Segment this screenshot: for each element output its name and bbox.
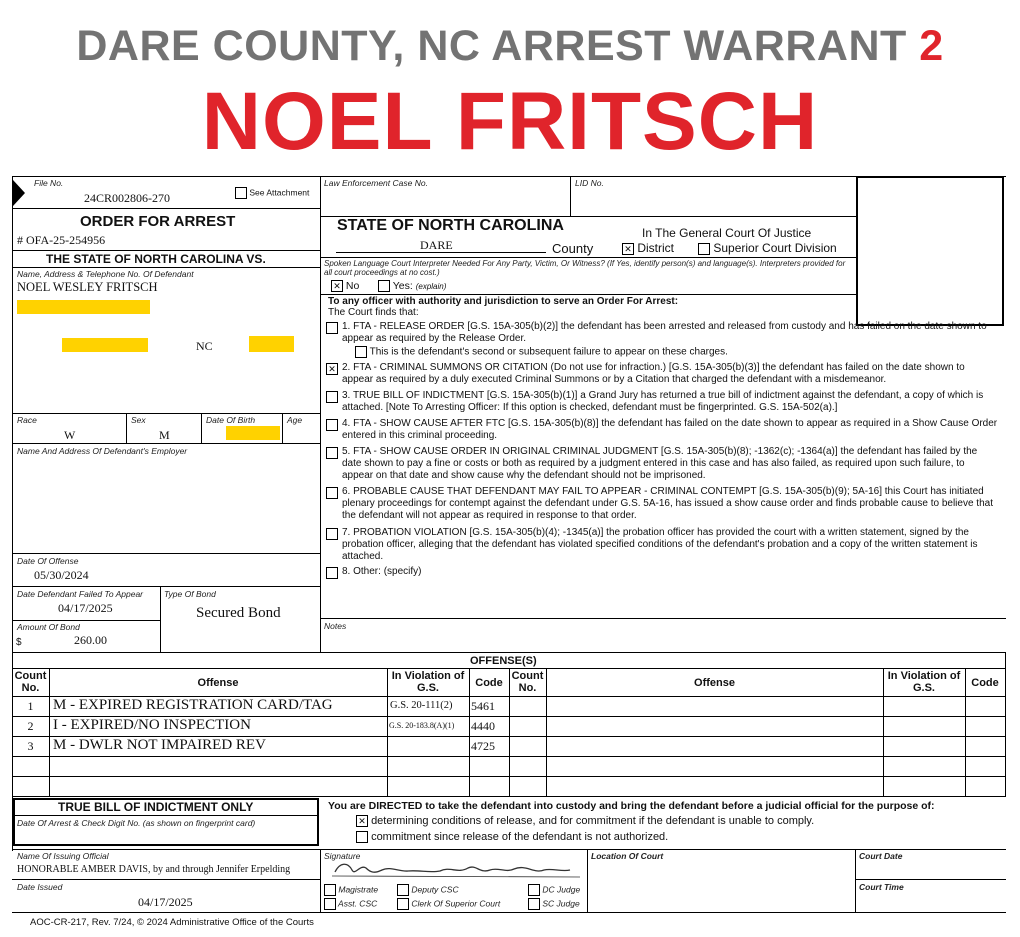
issuing-label: Name Of Issuing Official (17, 851, 109, 861)
finding-1: 1. FTA - RELEASE ORDER [G.S. 15A-305(b)(2)] the defendant has been arrested and released from custody and has failed on the date shown to appear as required by the Release Order. (326, 321, 998, 345)
date-issued-label: Date Issued (17, 882, 63, 892)
issuing-name: HONORABLE AMBER DAVIS, by and through Jennifer Erpelding (17, 864, 291, 875)
count-header-right: Count No. (511, 670, 544, 694)
state-title: STATE OF NORTH CAROLINA (337, 217, 564, 234)
see-attachment[interactable]: See Attachment (235, 187, 309, 199)
le-case-label: Law Enforcement Case No. (324, 178, 428, 188)
deputy-csc-checkbox[interactable] (397, 884, 409, 896)
interpreter-no-checkbox[interactable]: ✕ (331, 280, 343, 292)
row-3-count: 3 (27, 739, 34, 753)
row-2-gs: G.S. 20-183.8(A)(1) (389, 721, 455, 730)
sex-label: Sex (131, 415, 146, 425)
finding-4-checkbox[interactable] (326, 419, 338, 431)
signature-image (330, 858, 585, 880)
county-label: County (552, 241, 594, 256)
row-2-count: 2 (27, 719, 34, 733)
offense-header-left: Offense (197, 677, 239, 689)
purpose-1-checkbox[interactable]: ✕ (356, 815, 368, 827)
state-abbr: NC (196, 339, 213, 353)
redacted-zip (249, 336, 294, 352)
dob-label: Date Of Birth (206, 415, 256, 425)
redacted-address (17, 300, 150, 314)
file-no: 24CR002806-270 (84, 191, 171, 205)
row-1-code: 5461 (471, 699, 495, 713)
row-3-offense: M - DWLR NOT IMPAIRED REV (53, 737, 266, 753)
finding-6-checkbox[interactable] (326, 487, 338, 499)
finding-3: 3. TRUE BILL OF INDICTMENT [G.S. 15A-305(b)(1)] a Grand Jury has returned a true bill of indictment against the defendant, a copy of which is attached. [Note To Arresting Officer: If this option is checked, defendant must be fingerprinted. G.S. 15A-502(a).] (326, 390, 998, 414)
court-time-label: Court Time (859, 882, 904, 892)
redacted-dob (226, 426, 280, 440)
code-header-left: Code (475, 677, 503, 689)
lid-label: LID No. (575, 178, 604, 188)
form-footer: AOC-CR-217, Rev. 7/24, © 2024 Administrative Office of the Courts (30, 917, 314, 928)
warrant-title: DARE COUNTY, NC ARREST WARRANT 2 (76, 22, 944, 70)
purpose-2-checkbox[interactable] (356, 831, 368, 843)
age-label: Age (287, 415, 303, 425)
purpose-2: commitment since release of the defendant is not authorized. (356, 831, 668, 843)
bond-type: Secured Bond (196, 605, 281, 621)
sc-judge-checkbox[interactable] (528, 898, 540, 910)
true-bill-title: TRUE BILL OF INDICTMENT ONLY (58, 800, 254, 814)
finding-4: 4. FTA - SHOW CAUSE AFTER FTC [G.S. 15A-305(b)(8)] the defendant has failed on the date shown to appear as required in a Show Cause Order entered in this criminal proceeding. (326, 418, 998, 442)
arrest-date-label: Date Of Arrest & Check Digit No. (as shown on fingerprint card) (17, 818, 256, 828)
defendant-name-label: Name, Address & Telephone No. Of Defendant (17, 269, 194, 279)
interpreter-no[interactable]: ✕ No (331, 280, 359, 292)
directed-text: You are DIRECTED to take the defendant into custody and bring the defendant before a judicial official for the purpose of: (328, 800, 935, 812)
interpreter-yes[interactable]: Yes: (explain) (378, 280, 446, 292)
redacted-city (62, 338, 148, 352)
county-value: DARE (420, 238, 453, 252)
bond-amount: 260.00 (74, 633, 107, 647)
to-officer: To any officer with authority and jurisdiction to serve an Order For Arrest: (328, 296, 679, 307)
code-header-right: Code (971, 677, 999, 689)
defendant-headline: NOEL FRITSCH (201, 76, 819, 167)
clerk-superior-checkbox[interactable] (397, 898, 409, 910)
deputy-csc-option[interactable]: Deputy CSC (397, 884, 459, 896)
violation-header-right: In Violation of G.S. (887, 670, 961, 694)
row-2-code: 4440 (471, 719, 495, 733)
district-option[interactable]: ✕ District (622, 241, 674, 255)
magistrate-option[interactable]: Magistrate (324, 884, 378, 896)
violation-header-left: In Violation of G.S. (391, 670, 465, 694)
employer-label: Name And Address Of Defendant's Employer (17, 446, 188, 456)
location-label: Location Of Court (591, 851, 664, 861)
row-1-count: 1 (27, 699, 34, 713)
sex: M (159, 428, 170, 442)
finding-5-checkbox[interactable] (326, 447, 338, 459)
offenses-title: OFFENSE(S) (470, 655, 537, 667)
asst-csc-option[interactable]: Asst. CSC (324, 898, 377, 910)
offense-header-right: Offense (694, 677, 735, 689)
photo-box (856, 176, 1004, 326)
corner-marker (13, 180, 25, 206)
see-attachment-checkbox[interactable] (235, 187, 247, 199)
interpreter-question: Spoken Language Court Interpreter Needed For Any Party, Victim, Or Witness? (If Yes, identify person(s) and language(s). Interpreters provided for all court proceedings at no cost.) (324, 259, 846, 277)
race-label: Race (17, 415, 37, 425)
second-failure-checkbox[interactable] (355, 346, 367, 358)
ofa-number: # OFA-25-254956 (17, 233, 106, 247)
bond-amount-label: Amount Of Bond (17, 622, 80, 632)
offense-date: 05/30/2024 (34, 568, 89, 582)
sc-judge-option[interactable]: SC Judge (528, 898, 580, 910)
finding-1-checkbox[interactable] (326, 322, 338, 334)
defendant-name: NOEL WESLEY FRITSCH (17, 280, 158, 294)
second-failure: This is the defendant's second or subsequent failure to appear on these charges. (355, 346, 728, 359)
finding-7-checkbox[interactable] (326, 528, 338, 540)
magistrate-checkbox[interactable] (324, 884, 336, 896)
file-no-label: File No. (34, 178, 64, 188)
failed-date: 04/17/2025 (58, 601, 113, 615)
offense-date-label: Date Of Offense (17, 556, 79, 566)
asst-csc-checkbox[interactable] (324, 898, 336, 910)
notes-label: Notes (324, 621, 347, 631)
district-checkbox[interactable]: ✕ (622, 243, 634, 255)
dollar-sign: $ (16, 637, 22, 648)
bond-type-label: Type Of Bond (164, 589, 216, 599)
signature-label: Signature (324, 851, 361, 861)
race: W (64, 428, 76, 442)
row-1-offense: M - EXPIRED REGISTRATION CARD/TAG (53, 697, 333, 713)
court-date-label: Court Date (859, 851, 903, 861)
clerk-superior-option[interactable]: Clerk Of Superior Court (397, 898, 500, 910)
row-3-code: 4725 (471, 739, 495, 753)
order-title: ORDER FOR ARREST (80, 213, 236, 230)
purpose-1: ✕ determining conditions of release, and for commitment if the defendant is unable to comply. (356, 815, 814, 827)
court-finds: The Court finds that: (328, 307, 419, 318)
interpreter-yes-checkbox[interactable] (378, 280, 390, 292)
failed-date-label: Date Defendant Failed To Appear (17, 589, 144, 599)
row-2-offense: I - EXPIRED/NO INSPECTION (53, 717, 251, 733)
finding-5: 5. FTA - SHOW CAUSE ORDER IN ORIGINAL CRIMINAL JUDGMENT [G.S. 15A-305(b)(8); -1362(c); -1364(a)] the defendant has failed by the date shown to pay a fine or costs or both as required by a judgment entered in this case and has also failed, as required upon such failure, to appear on that date and show cause why the defendant should not be imprisoned. (326, 446, 998, 482)
warrant-number: 2 (919, 22, 944, 70)
superior-checkbox[interactable] (698, 243, 710, 255)
finding-2-checkbox[interactable]: ✕ (326, 363, 338, 375)
finding-8: 8. Other: (specify) (326, 566, 998, 578)
general-court: In The General Court Of Justice (642, 226, 812, 240)
finding-8-checkbox[interactable] (326, 567, 338, 579)
superior-option[interactable]: Superior Court Division (698, 241, 837, 255)
finding-3-checkbox[interactable] (326, 391, 338, 403)
row-1-gs: G.S. 20-111(2) (390, 700, 453, 711)
count-header-left: Count No. (14, 670, 47, 694)
dc-judge-option[interactable]: DC Judge (528, 884, 580, 896)
finding-2: ✕ 2. FTA - CRIMINAL SUMMONS OR CITATION (Do not use for infraction.) [G.S. 15A-305(b)(3)] the defendant has failed on the date shown to appear as required by a duly executed Criminal Summons or by a Citation that charged the defendant with a misdemeanor. (326, 362, 998, 386)
dc-judge-checkbox[interactable] (528, 884, 540, 896)
finding-6: 6. PROBABLE CAUSE THAT DEFENDANT MAY FAIL TO APPEAR - CRIMINAL CONTEMPT [G.S. 15A-305(b)(9); 5A-16] this Court has initiated plenary proceedings for contempt against the defendant under G.S. 5A-16, has issued a show cause order and finds probable cause to believe that the defendant will not appear as required in response to that order. (326, 486, 998, 522)
finding-7: 7. PROBATION VIOLATION [G.S. 15A-305(b)(4); -1345(a)] the probation officer has provided the court with a written statement, signed by the probation officer, alleging that the defendant has violated specified conditions of the defendant's probation and a copy of the written statement is attached. (326, 527, 998, 563)
state-vs: THE STATE OF NORTH CAROLINA VS. (46, 252, 266, 266)
date-issued: 04/17/2025 (138, 895, 193, 909)
